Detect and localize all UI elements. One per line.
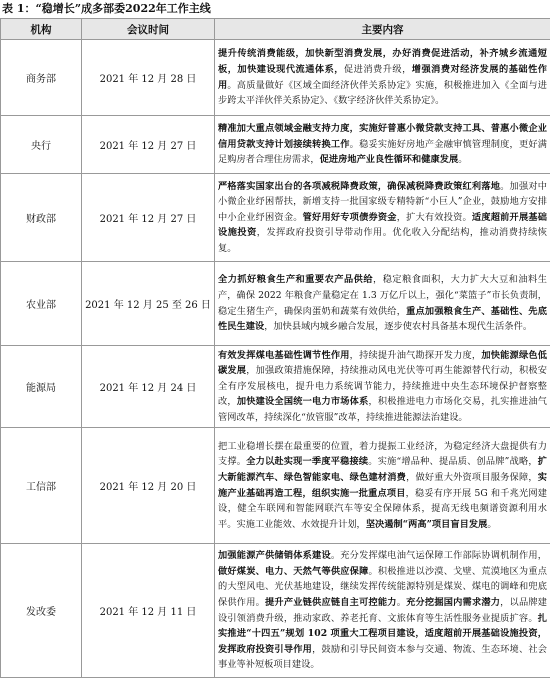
content-cell <box>215 346 550 428</box>
content-segment: 加快能源绿色低碳发展 <box>218 350 547 377</box>
content-segment: 促进房地产业良性循环和健康发展 <box>320 154 459 165</box>
content-segment: 实施产业基础再造工程，组织实施一批重点项目 <box>218 472 547 499</box>
content-segment: 。充分发挥煤电油气运保障工作部际协调机制作用， <box>331 550 547 561</box>
content-segment: ，鼓励和引导民间资本参与交通、物流、生态环境、社会事业等补短板项目建设。 <box>218 644 547 671</box>
time-cell: 2021 年 12 月 25 至 26 日 <box>82 262 215 346</box>
table-header-row <box>1 19 550 40</box>
table-row <box>1 174 550 262</box>
org-cell: 商务部 <box>1 40 82 116</box>
time-cell: 2021 年 12 月 20 日 <box>82 428 215 544</box>
content-segment: 。 <box>397 597 406 608</box>
time-cell: 2021 年 12 月 27 日 <box>82 116 215 174</box>
header-content: 主要内容 <box>215 19 550 40</box>
table-body <box>1 40 550 678</box>
org-cell: 工信部 <box>1 428 82 544</box>
content-cell <box>215 262 550 346</box>
content-segment: ，稳妥有序开展 5G 和千兆光网建设，健全车联网和智能网联汽车等安全保障体系，提高无线电频谱资源利用水平。实施工业能效、水效提升计划， <box>218 488 547 530</box>
header-time: 会议时间 <box>82 19 215 40</box>
org-cell: 农业部 <box>1 262 82 346</box>
content-segment: 适度超前开展基础设施投资 <box>218 212 547 239</box>
content-segment: 全力以赴实现一季度平稳接续 <box>246 456 368 467</box>
org-cell: 能源局 <box>1 346 82 428</box>
content-cell <box>215 544 550 678</box>
content-segment: 。稳妥实施好房地产金融审慎管理制度，更好满足购房者合理住房需求， <box>218 139 547 166</box>
table-row <box>1 544 550 678</box>
content-segment: 坚决遏制“两高”项目盲目发展 <box>366 519 488 530</box>
table-row <box>1 346 550 428</box>
content-segment: 全力抓好粮食生产和重要农产品供给 <box>218 274 373 285</box>
content-segment: 提升产业链供应链自主可控能力 <box>265 597 397 608</box>
content-segment: 扩大新能源汽车、绿色智能家电、绿色建材消费 <box>218 456 547 483</box>
org-cell: 发改委 <box>1 544 82 678</box>
time-cell: 2021 年 12 月 24 日 <box>82 346 215 428</box>
content-segment: 把工业稳增长摆在最重要的位置，着力提振工业经济，为稳定经济大盘提供有力支撑。 <box>218 441 547 468</box>
content-segment: 。高质量做好《区域全面经济伙伴关系协定》实施，积极推进加入《全面与进步跨太平洋伙伴关系协定》、《数字经济伙伴关系协定》。 <box>218 80 547 107</box>
table-caption: 表 1：“稳增长”成多部委2022年工作主线 <box>0 0 550 18</box>
table-row <box>1 262 550 346</box>
content-segment: 管好用好专项债券资金 <box>303 212 397 223</box>
header-org: 机构 <box>1 19 82 40</box>
content-segment: 促进消费升级， <box>344 64 412 75</box>
content-segment: ，做好重大外资项目服务保障， <box>406 472 538 483</box>
content-segment: ，扩大有效投资。 <box>397 212 472 223</box>
content-segment: ，加快县域内城乡融合发展，逐步使农村具备基本现代生活条件。 <box>264 321 532 332</box>
work-plan-table <box>0 18 550 678</box>
content-segment: 加快建设全国统一电力市场体系 <box>237 396 369 407</box>
content-segment: 。 <box>458 154 467 165</box>
content-segment: 精准加大重点领域金融支持力度，实施好普惠小微贷款支持工具、普惠小微企业信用贷款支持计划接续转换工作 <box>218 123 547 150</box>
table-row <box>1 428 550 544</box>
content-segment: 严格落实国家出台的各项减税降费政策，确保减税降费政策红利落地 <box>218 181 500 192</box>
content-segment: 。加强对中小微企业纾困帮扶，新增支持一批国家级专精特新“小巨人”企业，鼓励地方安排中小企业纾困资金。 <box>218 181 547 223</box>
content-segment: 有效发挥煤电基础性调节性作用 <box>218 350 350 361</box>
org-cell: 央行 <box>1 116 82 174</box>
table-row <box>1 116 550 174</box>
table-row <box>1 40 550 116</box>
content-segment: 。 <box>487 519 496 530</box>
content-segment: 。积极推进以沙漠、戈壁、荒漠地区为重点的大型风电、光伏基地建设，继续发挥传统能源特别是煤炭、煤电的调峰和兜底保供作用。 <box>218 566 547 608</box>
content-segment: ，积极推进电力市场化交易，扎实推进油气管网改革，持续深化“放管服”改革，持续推进能源法治建设。 <box>218 396 547 423</box>
content-segment: ，发挥政府投资引导带动作用。优化收入分配结构，推动消费持续恢复。 <box>218 227 547 254</box>
time-cell: 2021 年 12 月 28 日 <box>82 40 215 116</box>
content-segment: 重点加强粮食生产、基础性、先底性民生建设 <box>218 306 547 333</box>
content-segment: 扎实推进“十四五”规划 102 项重大工程项目建设，适度超前开展基础设施投资，发挥政府投资引导作用 <box>218 613 547 655</box>
content-segment: ，持续提升油气勘探开发力度， <box>350 350 482 361</box>
content-segment: 。实施“增品种、提品质、创品牌”战略， <box>368 456 537 467</box>
content-cell <box>215 40 550 116</box>
content-segment: 加强能源产供储销体系建设 <box>218 550 331 561</box>
content-segment: 提升传统消费能级，加快新型消费发展，办好消费促进活动，补齐城乡流通短板，加快建设现代流通体系， <box>218 48 547 75</box>
content-cell <box>215 428 550 544</box>
content-segment: 做好煤炭、电力、天然气等供应保障 <box>218 566 368 577</box>
content-segment: 增强消费对经济发展的基础性作用 <box>218 64 547 91</box>
content-cell <box>215 116 550 174</box>
time-cell: 2021 年 12 月 11 日 <box>82 544 215 678</box>
content-segment: ，加强政策措施保障，持续推动风电光伏等可再生能源替代行动，积极安全有序发展核电，提升电力系统调节能力，持续推进中央生态环境保护督察整改， <box>218 365 547 407</box>
content-cell <box>215 174 550 262</box>
content-segment: ，以品牌建设引领消费升级，推动家政、养老托育、文旅体育等生活性服务业提质扩容。 <box>218 597 547 624</box>
content-segment: 充分挖掘国内需求潜力 <box>406 597 500 608</box>
org-cell: 财政部 <box>1 174 82 262</box>
content-segment: ，稳定粮食面积，大力扩大大豆和油料生产，确保 2022 年粮食产量稳定在 1.3 万亿斤以上，强化“菜篮子”市长负责制，稳定生猪生产，确保肉蛋奶和蔬菜有效供给， <box>218 274 547 316</box>
time-cell: 2021 年 12 月 27 日 <box>82 174 215 262</box>
